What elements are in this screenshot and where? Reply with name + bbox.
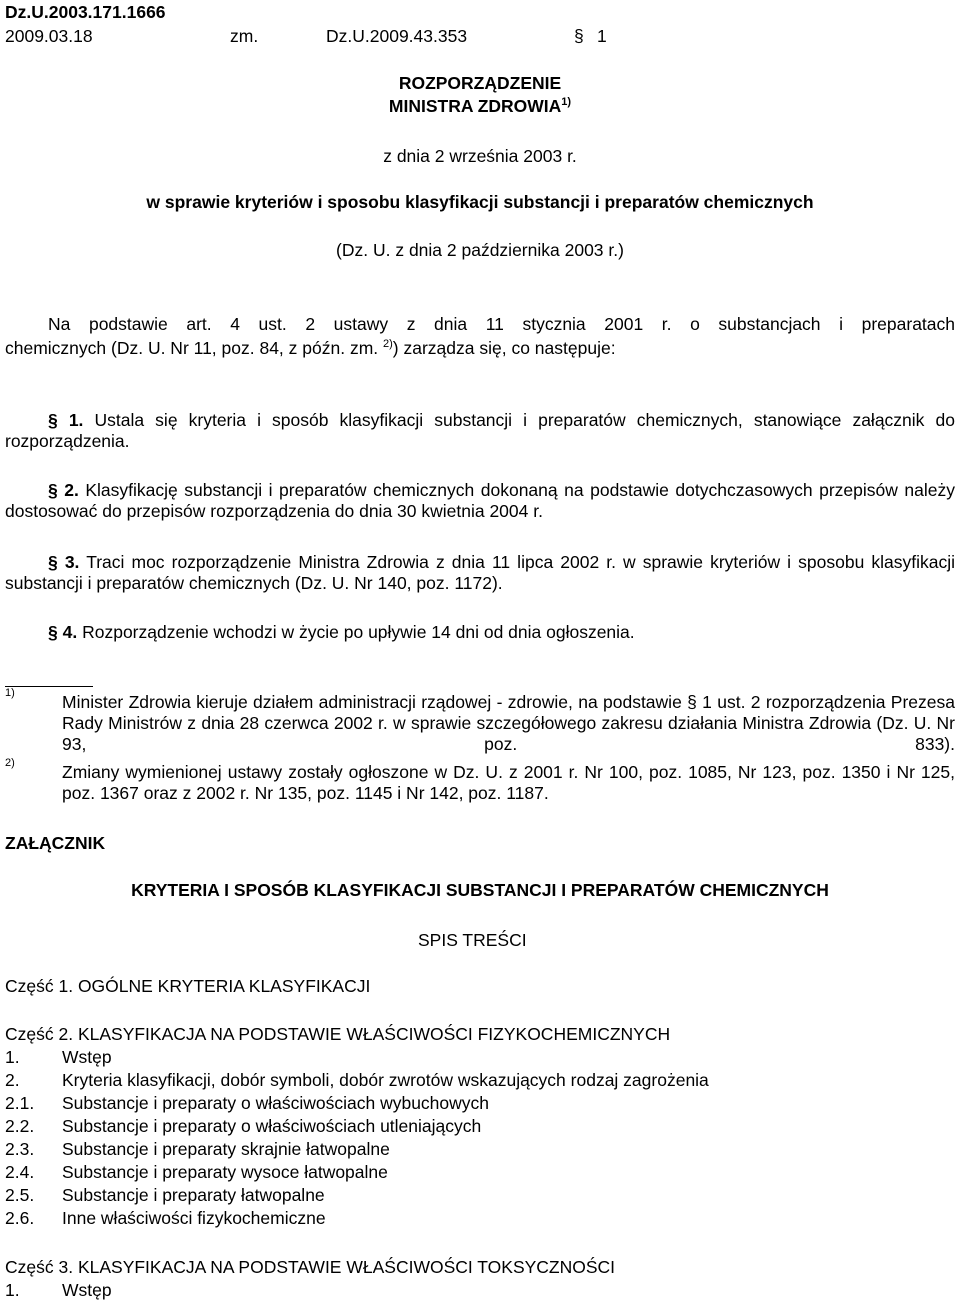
toc-item-title: Inne właściwości fizykochemiczne [62, 1208, 326, 1228]
toc-item-title: Substancje i preparaty o właściwościach utleniających [62, 1116, 482, 1136]
footnote-separator [5, 686, 93, 687]
act-date: z dnia 2 września 2003 r. [383, 146, 577, 166]
toc-item[interactable] [0, 1047, 960, 1069]
document-reference: Dz.U.2003.171.1666 [5, 2, 166, 22]
amendment-reference: Dz.U.2009.43.353 [326, 26, 468, 46]
toc-item-title: Substancje i preparaty o właściwościach wybuchowych [62, 1093, 490, 1113]
section-sign-icon: § [48, 480, 58, 500]
act-type-title: ROZPORZĄDZENIE [398, 73, 562, 93]
preamble-line-2: chemicznych (Dz. U. Nr 11, poz. 84, z późn. zm. $^{2)}$) zarządza się, co następuje: [5, 338, 616, 358]
toc-item-title: Kryteria klasyfikacji, dobór symboli, dobór zwrotów wskazujących rodzaj zagrożenia [62, 1070, 709, 1090]
toc-item[interactable] [0, 1070, 960, 1092]
toc-heading: SPIS TREŚCI [418, 930, 527, 950]
toc-item[interactable] [0, 1162, 960, 1184]
footnote-mark: 2) [5, 757, 15, 769]
paragraph-number: 1. [68, 410, 84, 430]
act-subject: w sprawie kryteriów i sposobu klasyfikacji substancji i preparatów chemicznych [146, 192, 814, 212]
document-date: 2009.03.18 [5, 26, 93, 46]
publication-source: (Dz. U. z dnia 2 października 2003 r.) [336, 240, 624, 260]
issuer-title: MINISTRA ZDROWIA$^{1)}$ [388, 96, 572, 116]
paragraph-text: Traci moc rozporządzenie Ministra Zdrowia z dnia 11 lipca 2002 r. w sprawie kryteriów i sposobu klasyfikacji substancji i preparatów chemicznych (Dz. U. Nr 140, poz. 1172). [5, 552, 956, 593]
toc-item-title: Wstęp [62, 1047, 112, 1067]
section-sign-icon: § [574, 26, 584, 46]
toc-part-3[interactable]: Część 3. KLASYFIKACJA NA PODSTAWIE WŁAŚCIWOŚCI TOKSYCZNOŚCI [5, 1257, 616, 1277]
toc-item[interactable] [0, 1208, 960, 1230]
paragraph-3 [5, 552, 955, 594]
toc-item[interactable] [0, 1280, 960, 1302]
toc-item-number: 2.2. [5, 1116, 35, 1136]
paragraph-number: 4. [62, 622, 78, 642]
annex-title: KRYTERIA I SPOSÓB KLASYFIKACJI SUBSTANCJI I PREPARATÓW CHEMICZNYCH [131, 880, 829, 900]
toc-item-title: Substancje i preparaty skrajnie łatwopalne [62, 1139, 390, 1159]
toc-item-number: 2.5. [5, 1185, 35, 1205]
paragraph-4 [5, 622, 955, 643]
toc-part-2[interactable]: Część 2. KLASYFIKACJA NA PODSTAWIE WŁAŚCIWOŚCI FIZYKOCHEMICZNYCH [5, 1024, 671, 1044]
footnote-mark: 1) [5, 687, 15, 699]
paragraph-text: Klasyfikację substancji i preparatów chemicznych dokonaną na podstawie dotychczasowych przepisów należy dostosować do przepisów rozporządzenia do dnia 30 kwietnia 2004 r. [5, 480, 955, 521]
toc-item-number: 2. [5, 1070, 20, 1090]
toc-item-number: 2.6. [5, 1208, 35, 1228]
paragraph-number: 3. [64, 552, 80, 572]
footnote-ref-1: 1) [561, 96, 572, 108]
section-sign-icon: § [48, 552, 58, 572]
paragraph-1 [5, 410, 955, 452]
amended-label: zm. [230, 26, 259, 46]
section-sign-icon: § [48, 410, 58, 430]
toc-item[interactable] [0, 1116, 960, 1138]
toc-part-1[interactable]: Część 1. OGÓLNE KRYTERIA KLASYFIKACJI [5, 976, 371, 996]
toc-item-number: 1. [5, 1280, 20, 1300]
section-sign-icon: § [48, 622, 58, 642]
toc-item-number: 2.3. [5, 1139, 35, 1159]
annex-label: ZAŁĄCZNIK [5, 833, 106, 853]
toc-item-title: Substancje i preparaty łatwopalne [62, 1185, 325, 1205]
toc-item-title: Substancje i preparaty wysoce łatwopalne [62, 1162, 388, 1182]
toc-item-number: 2.4. [5, 1162, 35, 1182]
toc-item-title: Wstęp [62, 1280, 112, 1300]
toc-item[interactable] [0, 1093, 960, 1115]
footnote-2: Zmiany wymienionej ustawy zostały ogłoszone w Dz. U. z 2001 r. Nr 100, poz. 1085, Nr 123, poz. 1350 i Nr 125, poz. 1367 oraz z 2002 r. Nr 135, poz. 1145 i Nr 142, poz. 1187. [62, 762, 955, 803]
page-number: 1 [597, 26, 607, 46]
toc-item[interactable] [0, 1185, 960, 1207]
paragraph-number: 2. [64, 480, 79, 500]
preamble-line-1: Na podstawie art. 4 ust. 2 ustawy z dnia 11 stycznia 2001 r. o substancjach i preparatach [48, 314, 955, 334]
paragraph-text: Rozporządzenie wchodzi w życie po upływie 14 dni od dnia ogłoszenia. [82, 622, 635, 642]
toc-item-number: 1. [5, 1047, 20, 1067]
footnote-ref-2: 2) [383, 338, 393, 350]
paragraph-text: Ustala się kryteria i sposób klasyfikacji substancji i preparatów chemicznych, stanowiące załącznik do rozporządzenia. [5, 410, 955, 451]
paragraph-2 [5, 480, 955, 522]
toc-item[interactable] [0, 1139, 960, 1161]
toc-item-number: 2.1. [5, 1093, 35, 1113]
footnote-1: Minister Zdrowia kieruje działem administracji rządowej - zdrowie, na podstawie § 1 ust. 2 rozporządzenia Prezesa Rady Ministrów z dnia 28 czerwca 2002 r. w sprawie szczegółowego zakresu działania Ministra Zdrowia (Dz. U. Nr 93, poz. 833). [62, 692, 955, 754]
